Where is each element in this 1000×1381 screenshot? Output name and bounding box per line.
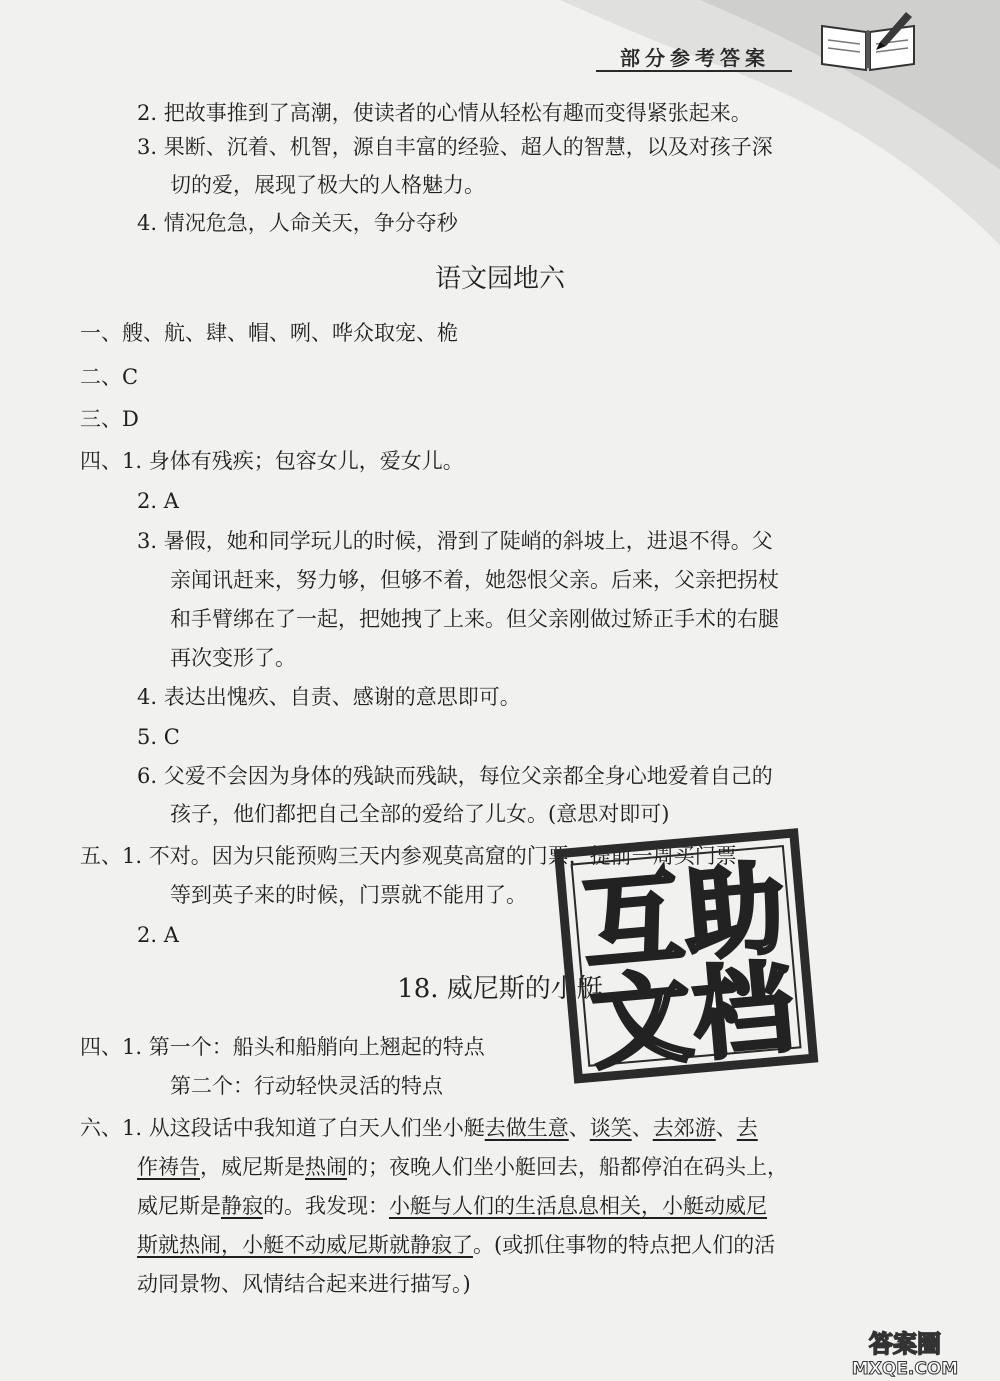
para6-line-4: 斯就热闹，小艇不动威尼斯就静寂了。(或抓住事物的特点把人们的活 bbox=[137, 1233, 776, 1257]
watermark-url: MXQE.COM bbox=[851, 1359, 959, 1378]
answer-line: 二、C bbox=[80, 365, 139, 389]
stamp-watermark bbox=[540, 825, 830, 1085]
watermark-logo: 答案圈 bbox=[869, 1330, 941, 1358]
para6-line-3: 威尼斯是静寂的。我发现：小艇与人们的生活息息相关，小艇动威尼 bbox=[137, 1194, 767, 1218]
answer-line: 四、1. 第一个：船头和船艄向上翘起的特点 bbox=[80, 1035, 485, 1059]
answer-line: 2. A bbox=[137, 489, 179, 513]
answer-line: 3. 暑假，她和同学玩儿的时候，滑到了陡峭的斜坡上，进退不得。父 bbox=[137, 529, 773, 553]
para6-line-2: 作祷告，威尼斯是热闹的；夜晚人们坐小艇回去，船都停泊在码头上， bbox=[137, 1155, 788, 1179]
stamp-char: 档 bbox=[688, 949, 799, 1075]
answer-line: 等到英子来的时候，门票就不能用了。 bbox=[170, 883, 527, 907]
stamp-char: 助 bbox=[679, 849, 790, 975]
answer-line: 五、1. 不对。因为只能预购三天内参观莫高窟的门票，提前一周买门票， bbox=[80, 844, 758, 868]
answer-line: 2. A bbox=[137, 923, 179, 947]
answer-line: 三、D bbox=[80, 407, 139, 431]
answer-line: 亲闻讯赶来，努力够，但够不着，她怨恨父亲。后来，父亲把拐杖 bbox=[170, 568, 779, 592]
answer-line: 一、艘、航、肆、帽、咧、哗众取宠、桅 bbox=[80, 321, 458, 345]
header-label: 部分参考答案 bbox=[620, 46, 770, 70]
stamp-char: 互 bbox=[577, 858, 688, 984]
section-title: 18. 威尼斯的小艇 bbox=[397, 974, 603, 1004]
answer-line: 第二个：行动轻快灵活的特点 bbox=[170, 1074, 443, 1098]
stamp-char: 文 bbox=[586, 957, 697, 1084]
answer-line: 切的爱，展现了极大的人格魅力。 bbox=[170, 173, 485, 197]
answer-line: 4. 情况危急，人命关天，争分夺秒 bbox=[137, 211, 458, 235]
answer-line: 孩子，他们都把自己全部的爱给了儿女。(意思对即可) bbox=[170, 802, 670, 826]
para6-line-5: 动同景物、风情结合起来进行描写。) bbox=[137, 1272, 471, 1296]
answer-line: 3. 果断、沉着、机智，源自丰富的经验、超人的智慧，以及对孩子深 bbox=[137, 135, 773, 159]
answer-line: 2. 把故事推到了高潮，使读者的心情从轻松有趣而变得紧张起来。 bbox=[137, 101, 752, 125]
answer-line: 四、1. 身体有残疾；包容女儿，爱女儿。 bbox=[80, 449, 464, 473]
answer-line: 4. 表达出愧疚、自责、感谢的意思即可。 bbox=[137, 685, 521, 709]
book-pen-icon bbox=[818, 8, 918, 74]
para6-line-1: 六、1. 从这段话中我知道了白天人们坐小艇去做生意、谈笑、去郊游、去 bbox=[80, 1116, 758, 1140]
header-rule bbox=[596, 70, 792, 72]
site-watermark bbox=[815, 1326, 995, 1378]
section-title: 语文园地六 bbox=[434, 264, 565, 294]
answer-line: 5. C bbox=[137, 725, 180, 749]
answer-line: 和手臂绑在了一起，把她拽了上来。但父亲刚做过矫正手术的右腿 bbox=[170, 607, 779, 631]
answer-line: 再次变形了。 bbox=[170, 646, 296, 670]
answer-line: 6. 父爱不会因为身体的残缺而残缺，每位父亲都全身心地爱着自己的 bbox=[137, 764, 773, 788]
